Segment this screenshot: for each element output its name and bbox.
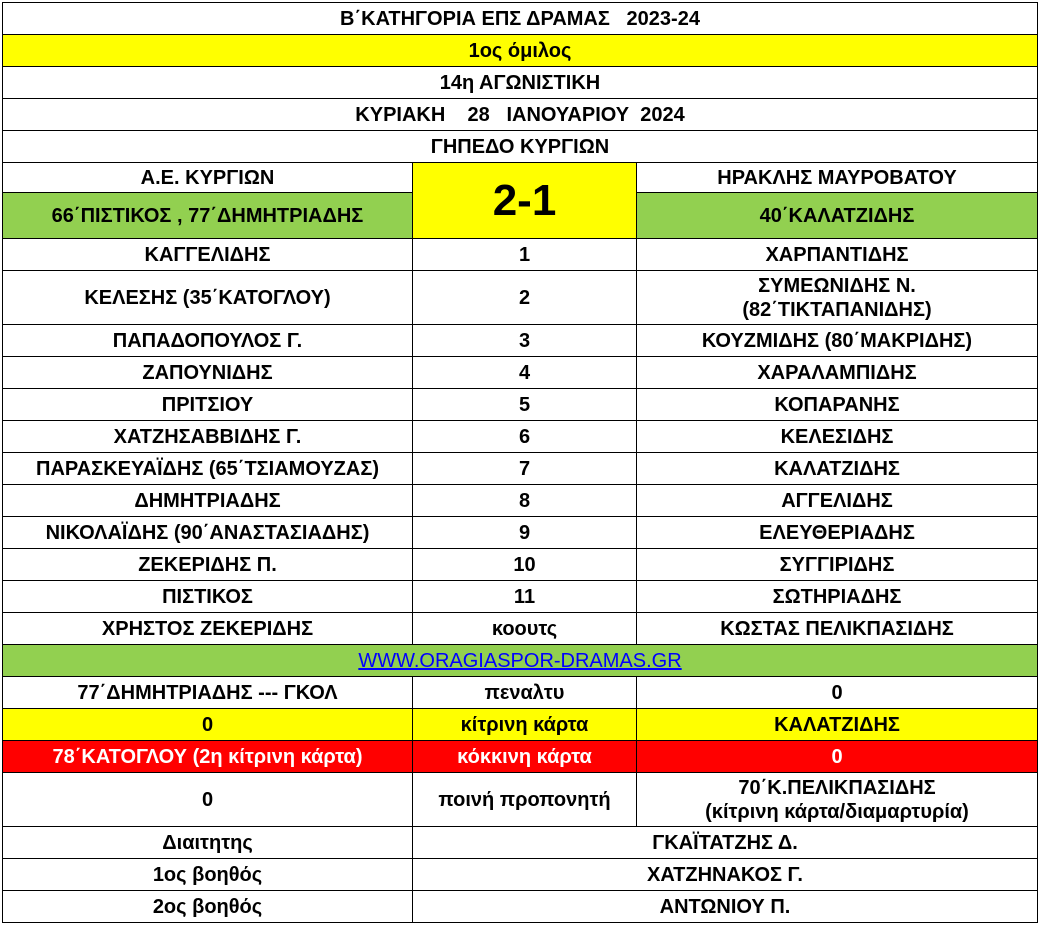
away-player: ΣΩΤΗΡΙΑΔΗΣ	[637, 581, 1038, 613]
league-title: Β΄ΚΑΤΗΓΟΡΙΑ ΕΠΣ ΔΡΑΜΑΣ 2023-24	[3, 3, 1038, 35]
home-player: ΠΑΡΑΣΚΕΥΑΪΔΗΣ (65΄ΤΣΙΑΜΟΥΖΑΣ)	[3, 453, 413, 485]
red-card-label: κόκκινη κάρτα	[413, 741, 637, 773]
away-player: ΚΟΥΖΜΙΔΗΣ (80΄ΜΑΚΡΙΔΗΣ)	[637, 325, 1038, 357]
away-player: ΕΛΕΥΘΕΡΙΑΔΗΣ	[637, 517, 1038, 549]
away-player: ΣΥΓΓΙΡΙΔΗΣ	[637, 549, 1038, 581]
shirt-number: 1	[413, 239, 637, 271]
away-player-sub: (82΄ΤΙΚΤΑΠΑΝΙΔΗΣ)	[742, 298, 932, 321]
away-coach: ΚΩΣΤΑΣ ΠΕΛΙΚΠΑΣΙΔΗΣ	[637, 613, 1038, 645]
match-date: ΚΥΡΙΑΚΗ 28 ΙΑΝΟΥΑΡΙΟΥ 2024	[3, 99, 1038, 131]
home-player: ΔΗΜΗΤΡΙΑΔΗΣ	[3, 485, 413, 517]
shirt-number: 9	[413, 517, 637, 549]
official-name: ΓΚΑΪΤΑΤΖΗΣ Δ.	[413, 827, 1038, 859]
shirt-number: 5	[413, 389, 637, 421]
away-coach-penalty	[637, 773, 1038, 827]
away-red-card: 0	[637, 741, 1038, 773]
home-coach: ΧΡΗΣΤΟΣ ΖΕΚΕΡΙΔΗΣ	[3, 613, 413, 645]
home-yellow-card: 0	[3, 709, 413, 741]
home-player: ΚΑΓΓΕΛΙΔΗΣ	[3, 239, 413, 271]
official-role: 1ος βοηθός	[3, 859, 413, 891]
home-player: ΝΙΚΟΛΑΪΔΗΣ (90΄ΑΝΑΣΤΑΣΙΑΔΗΣ)	[3, 517, 413, 549]
away-player: ΑΓΓΕΛΙΔΗΣ	[637, 485, 1038, 517]
away-team-name: ΗΡΑΚΛΗΣ ΜΑΥΡΟΒΑΤΟΥ	[637, 163, 1038, 193]
home-player: ΠΡΙΤΣΙΟΥ	[3, 389, 413, 421]
away-penalty: 0	[637, 677, 1038, 709]
coach-penalty-label: ποινή προπονητή	[413, 773, 637, 827]
away-player-name: ΣΥΜΕΩΝΙΔΗΣ Ν.	[758, 274, 916, 297]
home-player: ΖΕΚΕΡΙΔΗΣ Π.	[3, 549, 413, 581]
match-report-table	[2, 2, 1038, 923]
home-red-card: 78΄ΚΑΤΟΓΛΟΥ (2η κίτρινη κάρτα)	[3, 741, 413, 773]
website-link[interactable]: WWW.ORAGIASPOR-DRAMAS.GR	[358, 649, 682, 672]
shirt-number: 2	[413, 271, 637, 325]
official-name: ΑΝΤΩΝΙΟΥ Π.	[413, 891, 1038, 923]
shirt-number: 7	[413, 453, 637, 485]
website-row	[3, 645, 1038, 677]
stadium-name: ΓΗΠΕΔΟ ΚΥΡΓΙΩΝ	[3, 131, 1038, 163]
yellow-card-label: κίτρινη κάρτα	[413, 709, 637, 741]
away-player: ΧΑΡΑΛΑΜΠΙΔΗΣ	[637, 357, 1038, 389]
away-yellow-card: ΚΑΛΑΤΖΙΔΗΣ	[637, 709, 1038, 741]
shirt-number: 6	[413, 421, 637, 453]
away-coach-penalty-name: 70΄Κ.ΠΕΛΙΚΠΑΣΙΔΗΣ	[738, 776, 936, 799]
round-label: 14η ΑΓΩΝΙΣΤΙΚΗ	[3, 67, 1038, 99]
home-scorers: 66΄ΠΙΣΤΙΚΟΣ , 77΄ΔΗΜΗΤΡΙΑΔΗΣ	[3, 193, 413, 239]
away-coach-penalty-reason: (κίτρινη κάρτα/διαμαρτυρία)	[705, 800, 969, 823]
shirt-number: 10	[413, 549, 637, 581]
final-score: 2-1	[413, 163, 637, 239]
penalty-label: πεναλτυ	[413, 677, 637, 709]
away-player: ΧΑΡΠΑΝΤΙΔΗΣ	[637, 239, 1038, 271]
away-player: ΚΕΛΕΣΙΔΗΣ	[637, 421, 1038, 453]
shirt-number: 3	[413, 325, 637, 357]
official-role: 2ος βοηθός	[3, 891, 413, 923]
away-player: ΚΑΛΑΤΖΙΔΗΣ	[637, 453, 1038, 485]
home-player: ΧΑΤΖΗΣΑΒΒΙΔΗΣ Γ.	[3, 421, 413, 453]
group-label: 1ος όμιλος	[3, 35, 1038, 67]
official-name: ΧΑΤΖΗΝΑΚΟΣ Γ.	[413, 859, 1038, 891]
away-scorers: 40΄ΚΑΛΑΤΖΙΔΗΣ	[637, 193, 1038, 239]
shirt-number: 11	[413, 581, 637, 613]
shirt-number: 8	[413, 485, 637, 517]
home-coach-penalty: 0	[3, 773, 413, 827]
shirt-number: 4	[413, 357, 637, 389]
home-player: ΚΕΛΕΣΗΣ (35΄ΚΑΤΟΓΛΟΥ)	[3, 271, 413, 325]
home-player: ΠΑΠΑΔΟΠΟΥΛΟΣ Γ.	[3, 325, 413, 357]
official-role: Διαιτητης	[3, 827, 413, 859]
home-player: ΖΑΠΟΥΝΙΔΗΣ	[3, 357, 413, 389]
away-player	[637, 271, 1038, 325]
home-player: ΠΙΣΤΙΚΟΣ	[3, 581, 413, 613]
home-penalty: 77΄ΔΗΜΗΤΡΙΑΔΗΣ --- ΓΚΟΛ	[3, 677, 413, 709]
away-player: ΚΟΠΑΡΑΝΗΣ	[637, 389, 1038, 421]
coach-label: κοουτς	[413, 613, 637, 645]
home-team-name: Α.Ε. ΚΥΡΓΙΩΝ	[3, 163, 413, 193]
